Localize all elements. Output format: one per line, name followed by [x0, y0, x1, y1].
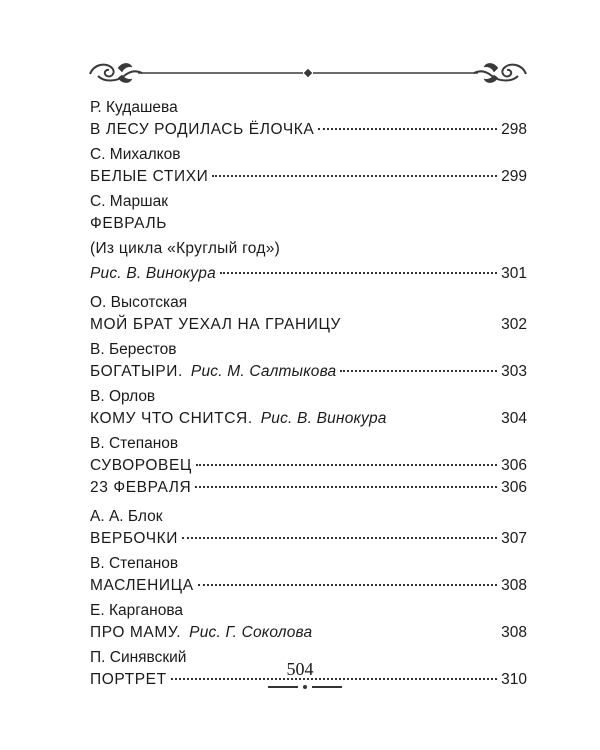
entry-author: С. Михалков	[90, 146, 181, 163]
table-of-contents	[90, 97, 527, 691]
entry-title: СУВОРОВЕЦ	[90, 457, 193, 474]
toc-entry	[90, 97, 527, 141]
entry-title: ВЕРБОЧКИ	[90, 530, 179, 547]
toc-entry	[90, 292, 527, 336]
entry-credit: Рис. М. Салтыкова	[190, 363, 337, 380]
entry-page: 301	[501, 265, 527, 282]
toc-entry	[90, 386, 527, 430]
toc-line	[90, 408, 527, 430]
dot-leader	[212, 175, 497, 177]
entry-page: 307	[501, 530, 527, 547]
entry-title: БОГАТЫРИ.	[90, 363, 183, 380]
toc-entry	[90, 339, 527, 383]
entry-author: С. Маршак	[90, 193, 168, 210]
entry-author: В. Степанов	[90, 555, 179, 572]
toc-entry	[90, 433, 527, 499]
entry-page: 308	[501, 624, 527, 641]
dot-leader	[220, 272, 497, 274]
toc-line	[90, 477, 527, 499]
toc-line	[90, 119, 527, 141]
entry-title: В ЛЕСУ РОДИЛАСЬ ЁЛОЧКА	[90, 121, 315, 138]
entry-page: 304	[501, 410, 527, 427]
entry-author: О. Высотская	[90, 294, 188, 311]
entry-page: 298	[501, 121, 527, 138]
header-ornament	[88, 56, 528, 88]
entry-note: (Из цикла «Круглый год»)	[90, 240, 281, 257]
dot-leader	[182, 537, 497, 539]
entry-author: В. Берестов	[90, 341, 177, 358]
toc-line	[90, 263, 527, 285]
toc-line	[90, 622, 527, 644]
toc-entry	[90, 600, 527, 644]
toc-entry	[90, 506, 527, 550]
entry-title: 23 ФЕВРАЛЯ	[90, 479, 192, 496]
entry-page: 302	[501, 316, 527, 333]
entry-page: 306	[501, 479, 527, 496]
entry-author: Е. Карганова	[90, 602, 184, 619]
entry-title: ПОРТРЕТ	[90, 671, 167, 688]
toc-line	[90, 166, 527, 188]
entry-credit: Рис. В. Винокура	[260, 410, 387, 427]
toc-line	[90, 575, 527, 597]
entry-title: ФЕВРАЛЬ	[90, 215, 167, 232]
entry-title: МАСЛЕНИЦА	[90, 577, 194, 594]
footer-ornament	[268, 682, 342, 692]
toc-line	[90, 314, 527, 336]
page-number: 504	[286, 659, 314, 679]
entry-credit: Рис. Г. Соколова	[189, 624, 313, 641]
toc-line	[90, 455, 527, 477]
dot-leader	[196, 464, 497, 466]
entry-credit: Рис. В. Винокура	[90, 265, 216, 282]
toc-line	[90, 528, 527, 550]
entry-title: БЕЛЫЕ СТИХИ	[90, 168, 209, 185]
entry-author: Р. Кудашева	[90, 99, 178, 116]
entry-author: В. Степанов	[90, 435, 179, 452]
entry-page: 310	[501, 671, 527, 688]
toc-entry	[90, 144, 527, 188]
entry-title: МОЙ БРАТ УЕХАЛ НА ГРАНИЦУ	[90, 316, 341, 333]
entry-page: 299	[501, 168, 527, 185]
toc-line	[90, 361, 527, 383]
dot-leader	[340, 370, 497, 372]
dot-leader	[318, 128, 497, 130]
dot-leader	[195, 486, 497, 488]
entry-title: КОМУ ЧТО СНИТСЯ.	[90, 410, 253, 427]
toc-entry	[90, 553, 527, 597]
dot-leader	[198, 584, 497, 586]
entry-page: 308	[501, 577, 527, 594]
entry-author: А. А. Блок	[90, 508, 163, 525]
entry-author: П. Синявский	[90, 649, 187, 666]
entry-page: 306	[501, 457, 527, 474]
entry-author: В. Орлов	[90, 388, 156, 405]
entry-page: 303	[501, 363, 527, 380]
entry-title: ПРО МАМУ.	[90, 624, 182, 641]
toc-entry	[90, 191, 527, 285]
